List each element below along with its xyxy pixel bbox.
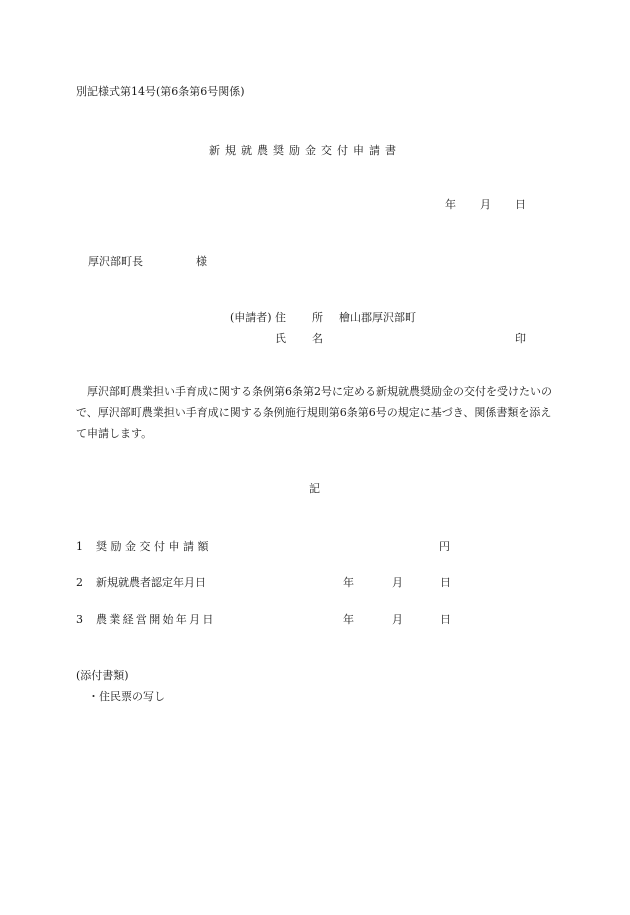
item-label: 新規就農者認定年月日 (96, 576, 206, 589)
address-label-b: 所 (312, 311, 323, 324)
item-label: 農業経営開始年月日 (96, 613, 216, 626)
address-value: 檜山郡厚沢部町 (339, 311, 416, 324)
name-label-b: 名 (312, 332, 323, 345)
name-label-a: 氏 (275, 332, 286, 345)
item-month: 月 (392, 613, 403, 626)
address-label-a: 住 (275, 311, 286, 324)
document-title: 新規就農奨励金交付申請書 (209, 144, 401, 157)
date-year: 年 (445, 198, 456, 211)
attachment-item: ・住民票の写し (88, 690, 165, 703)
addressee-name: 厚沢部町長 (88, 255, 143, 268)
item-year: 年 (343, 576, 354, 589)
date-month: 月 (480, 198, 491, 211)
item-month: 月 (392, 576, 403, 589)
item-number: 3 (76, 613, 83, 626)
item-day: 日 (440, 613, 451, 626)
addressee-honorific: 様 (196, 255, 207, 268)
item-label: 奨励金交付申請額 (96, 540, 212, 553)
form-label: 別記様式第14号(第6条第6号関係) (76, 85, 245, 98)
item-unit: 円 (439, 540, 450, 553)
item-day: 日 (440, 576, 451, 589)
seal-mark: 印 (515, 332, 526, 345)
applicant-prefix: (申請者) (230, 311, 272, 324)
item-number: 2 (76, 576, 83, 589)
ki-mark: 記 (309, 482, 320, 495)
item-number: 1 (76, 540, 83, 553)
item-year: 年 (343, 613, 354, 626)
date-day: 日 (515, 198, 526, 211)
body-paragraph: 厚沢部町農業担い手育成に関する条例第6条第2号に定める新規就農奨励金の交付を受けたいので、厚沢部町農業担い手育成に関する条例施行規則第6条第6号の規定に基づき、関係書類を添えて申請します。 (76, 385, 552, 440)
attachments-heading: (添付書類) (76, 669, 129, 682)
